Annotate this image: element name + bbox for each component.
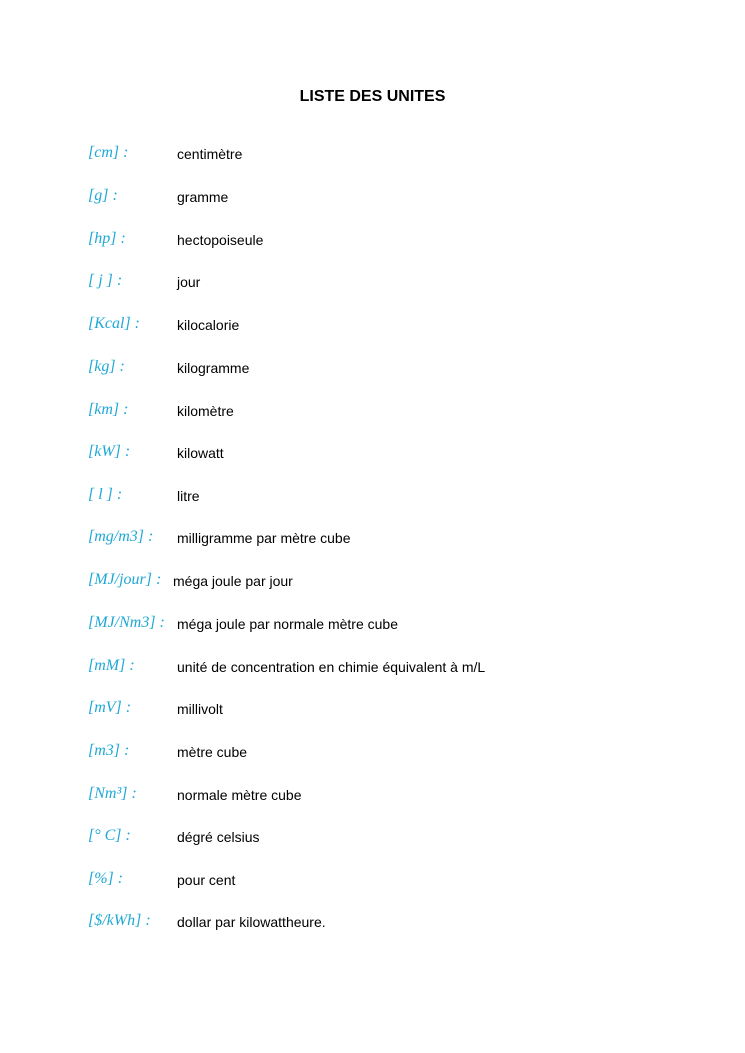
page-title: LISTE DES UNITES bbox=[299, 88, 446, 105]
unit-abbreviation: [$/kWh] : bbox=[88, 912, 151, 929]
unit-definition: unité de concentration en chimie équivalent à m/L bbox=[177, 659, 486, 675]
list-item bbox=[0, 358, 745, 382]
list-item bbox=[0, 144, 745, 168]
unit-abbreviation: [MJ/jour] : bbox=[88, 571, 162, 588]
unit-abbreviation: [mg/m3] : bbox=[88, 528, 154, 545]
unit-abbreviation: [Kcal] : bbox=[88, 315, 140, 332]
unit-definition: jour bbox=[177, 274, 201, 290]
unit-abbreviation: [MJ/Nm3] : bbox=[88, 614, 165, 631]
list-item bbox=[0, 401, 745, 425]
list-item bbox=[0, 187, 745, 211]
unit-definition: méga joule par normale mètre cube bbox=[177, 616, 399, 632]
unit-abbreviation: [kg] : bbox=[88, 358, 125, 375]
list-item bbox=[0, 486, 745, 510]
list-item bbox=[0, 230, 745, 254]
list-item bbox=[0, 785, 745, 809]
unit-abbreviation: [Nm³] : bbox=[88, 785, 137, 802]
unit-abbreviation: [km] : bbox=[88, 401, 129, 418]
unit-definition: hectopoiseule bbox=[177, 232, 264, 248]
list-item bbox=[0, 443, 745, 467]
unit-abbreviation: [m3] : bbox=[88, 742, 130, 759]
unit-definition: litre bbox=[177, 488, 200, 504]
list-item bbox=[0, 912, 745, 936]
list-item bbox=[0, 571, 745, 595]
unit-abbreviation: [ j ] : bbox=[88, 272, 123, 289]
unit-abbreviation: [%] : bbox=[88, 870, 124, 887]
list-item bbox=[0, 827, 745, 851]
unit-abbreviation: [ l ] : bbox=[88, 486, 123, 503]
unit-definition: méga joule par jour bbox=[173, 573, 293, 589]
unit-abbreviation: [hp] : bbox=[88, 230, 126, 247]
unit-abbreviation: [mV] : bbox=[88, 699, 132, 716]
list-item bbox=[0, 614, 745, 638]
unit-definition: millivolt bbox=[177, 701, 223, 717]
unit-definition: gramme bbox=[177, 189, 229, 205]
unit-definition: dégré celsius bbox=[177, 829, 260, 845]
unit-abbreviation: [mM] : bbox=[88, 657, 135, 674]
unit-definition: kilogramme bbox=[177, 360, 250, 376]
unit-definition: kilomètre bbox=[177, 403, 234, 419]
list-item bbox=[0, 528, 745, 552]
list-item bbox=[0, 742, 745, 766]
list-item bbox=[0, 272, 745, 296]
list-item bbox=[0, 315, 745, 339]
list-item bbox=[0, 657, 745, 681]
list-item bbox=[0, 870, 745, 894]
unit-definition: normale mètre cube bbox=[177, 787, 302, 803]
unit-definition: kilocalorie bbox=[177, 317, 240, 333]
unit-definition: mètre cube bbox=[177, 744, 248, 760]
unit-definition: kilowatt bbox=[177, 445, 224, 461]
unit-abbreviation: [g] : bbox=[88, 187, 118, 204]
unit-abbreviation: [cm] : bbox=[88, 144, 129, 161]
unit-definition: dollar par kilowattheure. bbox=[177, 914, 326, 930]
list-item bbox=[0, 699, 745, 723]
unit-abbreviation: [kW] : bbox=[88, 443, 131, 460]
unit-definition: pour cent bbox=[177, 872, 236, 888]
unit-definition: centimètre bbox=[177, 146, 243, 162]
unit-abbreviation: [° C] : bbox=[88, 827, 131, 844]
unit-definition: milligramme par mètre cube bbox=[177, 530, 351, 546]
